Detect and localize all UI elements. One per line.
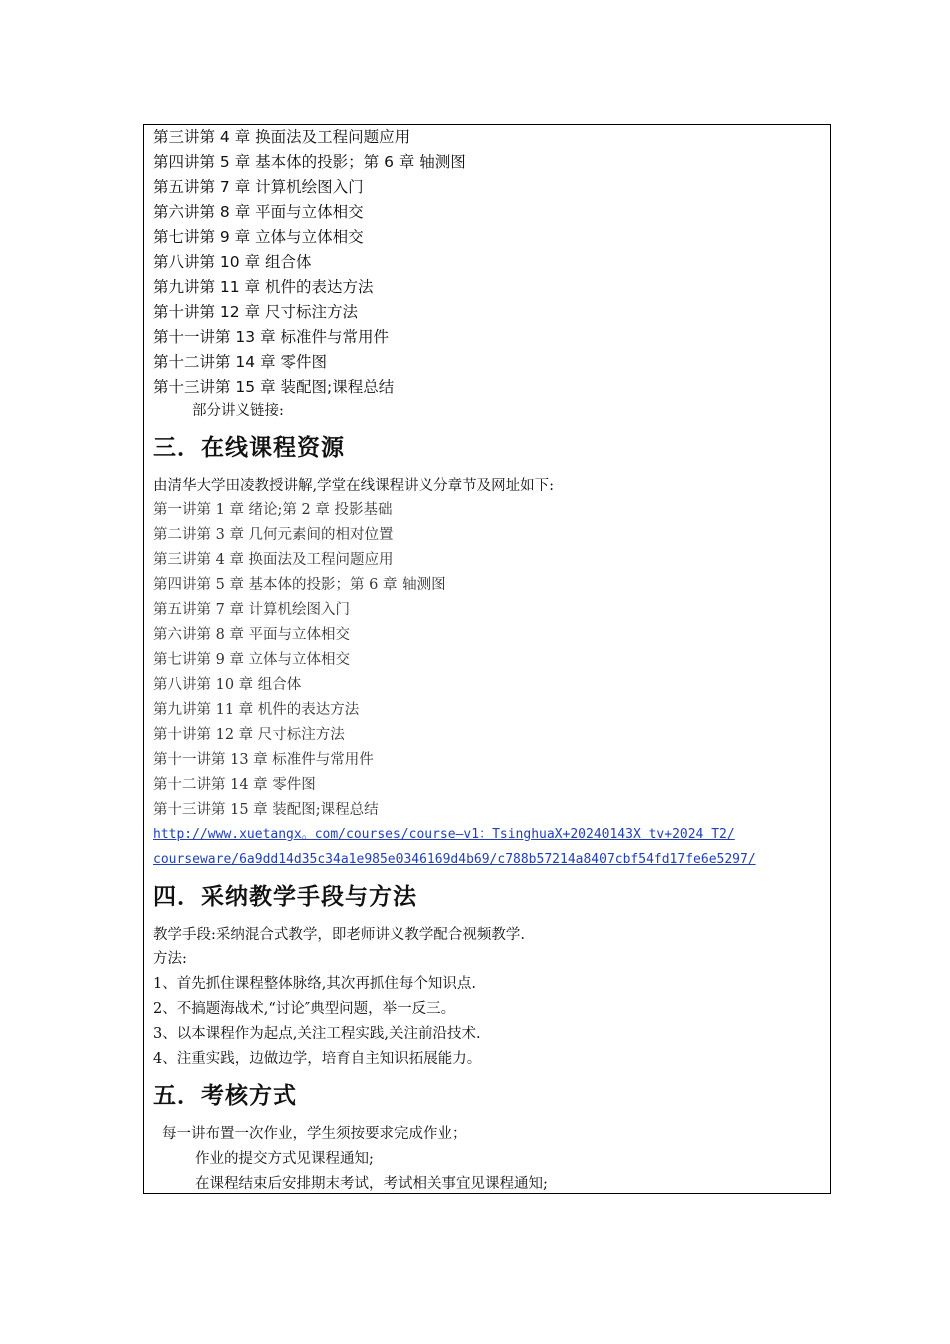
method-item: 4、注重实践，边做边学，培育自主知识拓展能力。 [153,1051,482,1067]
lecture-item: 第四讲第 5 章 基本体的投影；第 6 章 轴测图 [153,577,446,593]
course-url-link-line1[interactable]: http://www.xuetangx。com/courses/course—v1：TsinghuaX+20240143X tv+2024 T2/ [153,827,735,842]
method-item: 2、不搞题海战术,“讨论″典型问题，举一反三。 [153,1001,456,1017]
lecture-item: 第十讲第 12 章 尺寸标注方法 [153,727,345,743]
section3-intro: 由清华大学田凌教授讲解,学堂在线课程讲义分章节及网址如下: [153,478,554,494]
section-heading-teaching-methods: 四．采纳教学手段与方法 [153,884,417,910]
section-heading-assessment: 五．考核方式 [153,1083,297,1109]
top-list-item: 第八讲第 10 章 组合体 [153,253,312,271]
top-list-item: 第十一讲第 13 章 标准件与常用件 [153,328,390,346]
top-list-item: 第九讲第 11 章 机件的表达方法 [153,278,374,296]
lecture-item: 第二讲第 3 章 几何元素间的相对位置 [153,527,394,543]
lecture-item: 第十二讲第 14 章 零件图 [153,777,316,793]
top-list-item: 第四讲第 5 章 基本体的投影；第 6 章 轴测图 [153,153,466,171]
lecture-item: 第十一讲第 13 章 标准件与常用件 [153,752,374,768]
teaching-means: 教学手段:采纳混合式教学，即老师讲义教学配合视频教学. [153,927,525,943]
lecture-item: 第六讲第 8 章 平面与立体相交 [153,627,351,643]
methods-label: 方法: [153,951,187,967]
lecture-item: 第一讲第 1 章 绪论;第 2 章 投影基础 [153,502,393,518]
top-list-item: 第十三讲第 15 章 装配图;课程总结 [153,378,395,396]
assessment-line: 在课程结束后安排期末考试，考试相关事宜见课程通知; [195,1176,548,1192]
lecture-item: 第八讲第 10 章 组合体 [153,677,302,693]
lecture-item: 第九讲第 11 章 机件的表达方法 [153,702,360,718]
assessment-line: 每一讲布置一次作业，学生须按要求完成作业； [162,1126,467,1142]
method-item: 3、以本课程作为起点,关注工程实践,关注前沿技术. [153,1026,481,1042]
top-list-item: 第七讲第 9 章 立体与立体相交 [153,228,364,246]
lecture-item: 第十三讲第 15 章 装配图;课程总结 [153,802,379,818]
lecture-item: 第七讲第 9 章 立体与立体相交 [153,652,351,668]
top-list-item: 第五讲第 7 章 计算机绘图入门 [153,178,364,196]
section-heading-online-resources: 三．在线课程资源 [153,435,345,461]
assessment-line: 作业的提交方式见课程通知; [195,1151,374,1167]
lecture-item: 第三讲第 4 章 换面法及工程问题应用 [153,552,394,568]
top-list-item: 第六讲第 8 章 平面与立体相交 [153,203,364,221]
top-list-item: 第三讲第 4 章 换面法及工程问题应用 [153,128,411,146]
lecture-item: 第五讲第 7 章 计算机绘图入门 [153,602,351,618]
top-list-item: 第十讲第 12 章 尺寸标注方法 [153,303,359,321]
top-list-item: 第十二讲第 14 章 零件图 [153,353,328,371]
method-item: 1、首先抓住课程整体脉络,其次再抓住每个知识点. [153,976,476,992]
partial-link-label: 部分讲义链接: [192,403,284,419]
course-url-link-line2[interactable]: courseware/6a9dd14d35c34a1e985e0346169d4b69/c788b57214a8407cbf54fd17fe6e5297/ [153,852,756,867]
